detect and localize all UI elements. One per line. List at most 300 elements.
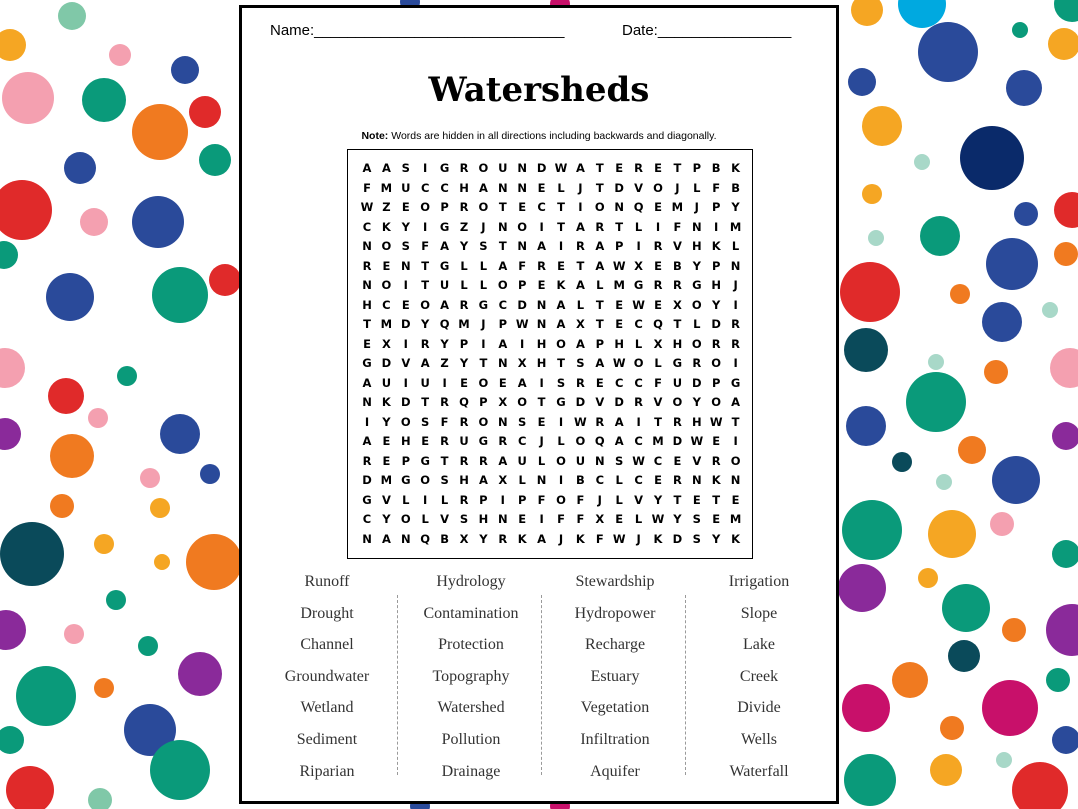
grid-letter: X <box>381 336 391 351</box>
grid-letter: A <box>498 336 508 351</box>
grid-letter: W <box>612 531 626 546</box>
grid-letter: E <box>382 434 391 448</box>
grid-letter: N <box>517 180 527 195</box>
grid-letter: V <box>634 180 644 195</box>
grid-letter: I <box>733 356 738 370</box>
grid-letter: T <box>479 356 488 370</box>
grid-letter: A <box>731 395 741 409</box>
grid-letter: B <box>711 161 721 175</box>
grid-letter: K <box>653 531 663 546</box>
grid-letter: A <box>575 219 585 234</box>
decorative-dot <box>209 264 241 296</box>
grid-letter: H <box>614 336 624 351</box>
grid-letter: J <box>539 434 544 448</box>
decorative-dot <box>1046 604 1078 656</box>
decorative-dot <box>986 238 1038 290</box>
grid-letter: G <box>401 473 411 487</box>
grid-letter: Q <box>653 317 663 331</box>
grid-letter: X <box>498 395 508 409</box>
grid-letter: A <box>362 375 372 390</box>
decorative-dot <box>892 452 912 472</box>
grid-letter: E <box>557 258 565 273</box>
grid-letter: U <box>672 375 683 390</box>
grid-letter: K <box>556 278 566 292</box>
grid-letter: C <box>498 297 508 312</box>
grid-letter: K <box>381 395 391 409</box>
grid-letter: G <box>439 258 450 273</box>
grid-letter: O <box>575 434 586 448</box>
grid-letter: L <box>479 278 488 292</box>
word-list-item: Runoff <box>304 573 350 590</box>
grid-letter: M <box>671 200 684 214</box>
grid-letter: C <box>595 473 605 487</box>
grid-letter: V <box>672 239 682 253</box>
decorative-dot <box>109 44 131 66</box>
grid-letter: F <box>673 219 682 234</box>
grid-letter: E <box>615 297 624 312</box>
grid-letter: L <box>537 453 546 468</box>
grid-letter: Y <box>382 414 391 429</box>
grid-letter: N <box>497 219 508 234</box>
decorative-dot <box>862 184 882 204</box>
grid-letter: I <box>423 219 428 234</box>
decorative-dot <box>0 610 26 650</box>
grid-letter: D <box>672 434 683 448</box>
grid-row <box>348 374 752 394</box>
grid-letter: O <box>653 180 663 195</box>
grid-letter: Q <box>633 200 644 214</box>
grid-letter: T <box>595 297 604 312</box>
grid-letter: T <box>421 258 430 273</box>
grid-letter: I <box>636 239 641 253</box>
grid-letter: I <box>558 414 564 429</box>
grid-letter: I <box>558 473 564 487</box>
grid-row <box>348 276 752 296</box>
grid-letter: L <box>693 180 701 195</box>
grid-row <box>348 530 752 550</box>
grid-letter: A <box>595 258 605 273</box>
decorative-dot <box>82 78 126 122</box>
grid-letter: W <box>651 512 665 526</box>
column-divider <box>685 595 686 775</box>
grid-letter: P <box>711 200 721 214</box>
grid-letter: N <box>536 317 547 331</box>
grid-letter: N <box>362 239 372 253</box>
grid-letter: Y <box>421 317 430 331</box>
grid-letter: E <box>712 512 721 526</box>
grid-letter: R <box>440 434 450 448</box>
grid-letter: I <box>733 297 738 312</box>
grid-letter: E <box>382 258 391 273</box>
grid-letter: K <box>517 531 527 546</box>
decorative-dot <box>1048 28 1078 60</box>
grid-letter: I <box>403 278 408 292</box>
grid-letter: A <box>517 375 527 390</box>
grid-letter: O <box>691 336 702 351</box>
decorative-dot <box>982 680 1038 736</box>
grid-letter: O <box>691 297 702 312</box>
grid-letter: Q <box>439 317 450 331</box>
grid-letter: E <box>673 453 682 468</box>
grid-letter: E <box>518 200 527 214</box>
decorative-dot <box>140 468 160 488</box>
grid-letter: J <box>636 531 641 546</box>
grid-letter: T <box>421 278 430 292</box>
grid-letter: O <box>478 200 489 214</box>
decorative-dot <box>64 624 84 644</box>
decorative-dot <box>928 510 976 558</box>
grid-letter: E <box>654 258 662 273</box>
grid-letter: R <box>459 297 469 312</box>
grid-letter: E <box>654 297 662 312</box>
decorative-dot <box>0 241 18 269</box>
decorative-dot <box>64 152 96 184</box>
grid-letter: I <box>636 414 641 429</box>
grid-letter: Q <box>420 531 431 546</box>
grid-letter: V <box>634 492 644 507</box>
grid-letter: I <box>539 219 544 234</box>
grid-letter: W <box>574 414 587 429</box>
grid-letter: B <box>576 473 585 487</box>
grid-letter: F <box>363 180 371 195</box>
decorative-dot <box>920 216 960 256</box>
word-list-item: Hydropower <box>574 604 656 622</box>
decorative-dot <box>150 740 210 800</box>
grid-letter: R <box>575 239 585 253</box>
grid-letter: O <box>400 512 411 526</box>
grid-row <box>348 413 752 433</box>
grid-letter: H <box>536 336 547 351</box>
grid-letter: L <box>634 336 643 351</box>
grid-letter: E <box>692 492 701 507</box>
decorative-dot <box>1014 202 1038 226</box>
grid-letter: R <box>672 414 682 429</box>
grid-letter: M <box>729 219 742 234</box>
grid-letter: G <box>362 492 372 507</box>
decorative-dot <box>842 684 890 732</box>
grid-letter: L <box>557 434 565 448</box>
word-list-item: Drought <box>300 604 354 622</box>
word-list-item: Riparian <box>299 762 355 780</box>
grid-letter: C <box>634 473 643 487</box>
word-list-item: Hydrology <box>436 573 506 590</box>
word-list-item: Stewardship <box>575 573 655 590</box>
grid-letter: C <box>634 434 643 448</box>
grid-letter: V <box>692 453 702 468</box>
grid-letter: G <box>556 395 566 409</box>
grid-letter: X <box>498 473 508 487</box>
grid-letter: R <box>711 453 721 468</box>
grid-letter: P <box>479 492 488 507</box>
word-list-item: Vegetation <box>580 699 650 717</box>
grid-letter: Y <box>459 356 469 370</box>
grid-letter: O <box>420 200 431 214</box>
grid-letter: N <box>730 473 741 487</box>
grid-row <box>348 218 752 238</box>
grid-letter: N <box>594 453 605 468</box>
decorative-dot <box>0 180 52 240</box>
decorative-dot <box>960 126 1024 190</box>
grid-letter: A <box>498 258 508 273</box>
decorative-dot <box>868 230 884 246</box>
grid-letter: W <box>360 200 374 214</box>
grid-letter: J <box>481 219 486 234</box>
grid-letter: M <box>613 278 625 292</box>
grid-letter: E <box>615 161 624 175</box>
grid-letter: J <box>597 492 602 507</box>
grid-letter: T <box>654 414 662 429</box>
grid-letter: I <box>558 239 564 253</box>
decorative-dot <box>199 144 231 176</box>
grid-letter: A <box>575 278 585 292</box>
decorative-dot <box>940 716 964 740</box>
grid-letter: C <box>362 219 372 234</box>
grid-letter: N <box>614 200 624 214</box>
grid-letter: A <box>440 297 450 312</box>
grid-letter: N <box>497 414 508 429</box>
grid-letter: I <box>733 434 738 448</box>
grid-letter: X <box>575 317 585 331</box>
decorative-dot <box>150 498 170 518</box>
decorative-dot <box>930 754 962 786</box>
word-search-grid <box>347 149 753 559</box>
grid-letter: Z <box>440 356 449 370</box>
word-list-item: Aquifer <box>590 762 640 780</box>
decorative-dot <box>88 408 108 428</box>
grid-letter: R <box>653 239 663 253</box>
grid-letter: D <box>614 180 624 195</box>
word-list-item: Estuary <box>590 667 640 685</box>
decorative-dot <box>992 456 1040 504</box>
decorative-dot <box>914 154 930 170</box>
decorative-dot <box>942 584 990 632</box>
decorative-dot <box>990 512 1014 536</box>
grid-letter: O <box>556 336 566 351</box>
grid-letter: N <box>400 258 411 273</box>
grid-letter: W <box>690 434 704 448</box>
grid-letter: R <box>362 453 372 468</box>
grid-letter: Z <box>459 219 469 234</box>
grid-letter: I <box>539 512 544 526</box>
grid-letter: C <box>614 375 624 390</box>
page-title: Watersheds <box>428 70 650 110</box>
grid-letter: K <box>711 239 721 253</box>
grid-letter: G <box>633 278 644 292</box>
decorative-dot <box>918 568 938 588</box>
grid-letter: I <box>539 375 544 390</box>
grid-letter: F <box>557 512 565 526</box>
grid-letter: P <box>711 258 721 273</box>
grid-letter: E <box>498 375 507 390</box>
grid-letter: T <box>363 317 371 331</box>
decorative-dot <box>844 328 888 372</box>
word-list-item: Drainage <box>441 762 501 780</box>
grid-letter: O <box>633 356 644 370</box>
grid-letter: U <box>459 434 469 448</box>
grid-letter: N <box>362 531 372 546</box>
grid-letter: Y <box>401 219 410 234</box>
grid-letter: E <box>654 161 662 175</box>
grid-letter: P <box>459 336 469 351</box>
grid-letter: H <box>691 414 702 429</box>
grid-letter: S <box>440 473 449 487</box>
grid-letter: F <box>576 492 585 507</box>
grid-letter: U <box>439 278 450 292</box>
grid-letter: S <box>615 453 624 468</box>
grid-letter: A <box>595 356 605 370</box>
decorative-dot <box>948 640 980 672</box>
grid-letter: H <box>536 356 547 370</box>
grid-letter: R <box>459 492 469 507</box>
grid-row <box>348 296 752 316</box>
grid-letter: R <box>459 161 469 175</box>
grid-letter: K <box>575 531 585 546</box>
grid-letter: I <box>481 336 486 351</box>
grid-letter: N <box>362 395 372 409</box>
grid-letter: R <box>672 278 682 292</box>
grid-letter: R <box>731 336 741 351</box>
grid-letter: I <box>500 492 505 507</box>
grid-letter: D <box>711 317 721 331</box>
grid-letter: C <box>362 512 372 526</box>
grid-letter: W <box>515 317 529 331</box>
grid-letter: G <box>478 434 489 448</box>
grid-letter: Y <box>673 512 682 526</box>
decorative-dot <box>984 360 1008 384</box>
grid-letter: A <box>614 434 624 448</box>
decorative-dot <box>80 208 108 236</box>
grid-letter: O <box>711 356 722 370</box>
grid-letter: L <box>615 492 623 507</box>
grid-letter: P <box>401 453 411 468</box>
grid-letter: E <box>595 375 604 390</box>
grid-letter: L <box>634 512 643 526</box>
grid-letter: R <box>575 375 585 390</box>
grid-letter: L <box>615 473 623 487</box>
grid-row <box>348 179 752 199</box>
grid-letter: O <box>730 453 741 468</box>
grid-letter: R <box>440 395 450 409</box>
grid-letter: T <box>615 219 624 234</box>
grid-letter: U <box>401 180 411 195</box>
grid-letter: O <box>478 161 489 175</box>
grid-letter: E <box>654 200 662 214</box>
grid-letter: E <box>401 200 410 214</box>
word-list-item: Topography <box>432 667 510 685</box>
grid-letter: F <box>712 180 721 195</box>
grid-letter: Y <box>653 492 663 507</box>
grid-letter: O <box>381 239 392 253</box>
grid-letter: O <box>478 375 489 390</box>
decorative-dot <box>1054 242 1078 266</box>
grid-letter: N <box>497 180 508 195</box>
grid-letter: A <box>537 531 547 546</box>
word-list-item: Divide <box>737 699 781 717</box>
grid-letter: G <box>692 278 702 292</box>
grid-letter: E <box>654 473 662 487</box>
decorative-dot <box>1012 762 1068 809</box>
grid-row <box>348 354 752 374</box>
grid-letter: T <box>595 161 604 175</box>
grid-letter: W <box>709 414 723 429</box>
grid-letter: K <box>731 161 741 175</box>
word-list-item: Protection <box>438 636 504 654</box>
word-list-item: Pollution <box>441 731 501 748</box>
grid-letter: A <box>362 161 372 175</box>
decorative-dot <box>958 436 986 464</box>
grid-letter: H <box>478 512 489 526</box>
grid-letter: F <box>576 512 585 526</box>
decorative-dot <box>1052 422 1078 450</box>
grid-letter: J <box>733 278 738 292</box>
grid-letter: P <box>595 336 605 351</box>
grid-letter: L <box>576 297 585 312</box>
grid-letter: E <box>615 512 624 526</box>
grid-letter: T <box>557 356 565 370</box>
grid-letter: R <box>498 434 508 448</box>
grid-letter: A <box>420 356 430 370</box>
grid-letter: A <box>556 297 566 312</box>
grid-letter: Y <box>692 258 701 273</box>
grid-letter: L <box>596 278 604 292</box>
grid-letter: R <box>634 395 644 409</box>
grid-letter: J <box>558 531 564 546</box>
grid-letter: U <box>517 453 527 468</box>
grid-letter: R <box>653 278 663 292</box>
grid-letter: T <box>595 317 604 331</box>
grid-letter: I <box>714 219 719 234</box>
grid-letter: D <box>401 317 411 331</box>
column-divider <box>397 595 398 775</box>
word-list-item: Recharge <box>584 636 646 654</box>
grid-letter: E <box>363 336 371 351</box>
grid-letter: L <box>731 239 740 253</box>
decorative-dot <box>132 196 184 248</box>
grid-letter: A <box>478 473 488 487</box>
grid-letter: J <box>675 180 680 195</box>
grid-letter: I <box>442 375 447 390</box>
grid-letter: R <box>595 219 605 234</box>
decorative-dot <box>200 464 220 484</box>
decorative-dot <box>138 636 158 656</box>
grid-letter: T <box>576 258 585 273</box>
decorative-dot <box>0 418 21 450</box>
grid-letter: C <box>537 200 546 214</box>
grid-letter: A <box>537 239 547 253</box>
grid-letter: H <box>672 336 683 351</box>
grid-letter: O <box>381 278 392 292</box>
grid-letter: I <box>364 414 370 429</box>
grid-letter: V <box>381 492 391 507</box>
decorative-dot <box>186 534 242 590</box>
decorative-dot <box>846 406 886 446</box>
grid-letter: K <box>731 531 741 546</box>
grid-letter: A <box>556 317 566 331</box>
grid-letter: K <box>381 219 391 234</box>
grid-letter: G <box>478 297 489 312</box>
grid-letter: C <box>420 180 430 195</box>
decorative-dot <box>928 354 944 370</box>
grid-letter: L <box>557 180 565 195</box>
grid-letter: H <box>400 434 411 448</box>
decorative-dot <box>996 752 1012 768</box>
grid-letter: R <box>595 414 605 429</box>
word-list-item: Wetland <box>300 699 354 717</box>
grid-letter: A <box>614 414 624 429</box>
note-label: Note: <box>361 130 389 142</box>
grid-letter: Y <box>479 531 488 546</box>
grid-letter: P <box>692 161 702 175</box>
